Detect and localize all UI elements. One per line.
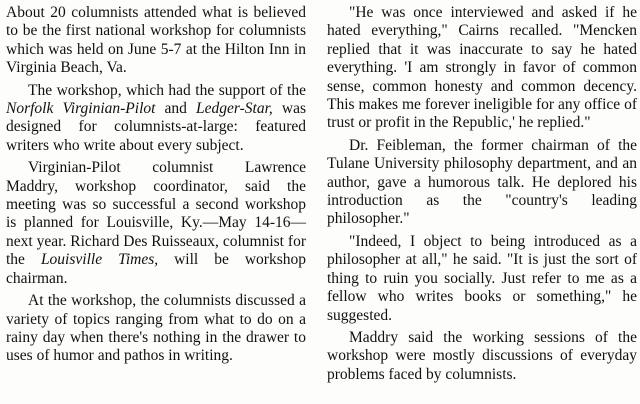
paragraph-mencken-quote: "He was once interviewed and asked if he hated everything," Cairns recalled. "Mencken replied that it was inaccurate to say he hated everything. 'I am strongly in favor of common sense, common honesty and common decency. This makes me forever ineligible for any office of trust or profit in the Republic,' he replied." bbox=[327, 4, 637, 132]
left-column bbox=[6, 4, 306, 370]
paragraph-philosopher-quote: "Indeed, I object to being introduced as a philosopher at all," he said. "It is just the sort of thing to ruin you socially. Just refer to me as a fellow who writes books or something," he suggested. bbox=[327, 232, 637, 324]
paragraph-feibleman: Dr. Feibleman, the former chairman of the Tulane University philosophy department, and an author, gave a humorous talk. He deplored his introduction as the "country's leading philosopher." bbox=[327, 136, 637, 228]
text-run: will be workshop chairman. bbox=[6, 251, 306, 287]
paragraph-workshop-support bbox=[6, 82, 306, 156]
publication-name-ledger-star: Ledger-Star, bbox=[196, 100, 273, 118]
text-run: and bbox=[155, 100, 197, 118]
paragraph-topics: At the workshop, the columnists discussed a variety of topics ranging from what to do on a rainy day when there's nothing in the drawer to uses of humor and pathos in writing. bbox=[6, 292, 306, 365]
publication-name-virginian-pilot: Norfolk Virginian-Pilot bbox=[6, 100, 156, 118]
text-run: was designed for columnists-at-large: featured writers who write about every subject. bbox=[6, 100, 306, 154]
publication-name-louisville-times: Louisville Times, bbox=[40, 251, 159, 269]
paragraph-next-workshop bbox=[6, 159, 306, 288]
text-run: The workshop, which had the support of the bbox=[28, 81, 306, 99]
text-run: Virginian-Pilot columnist Lawrence Maddry, workshop coordinator, said the meeting was so successful a second workshop is planned for Louisville, Ky.—May 14-16—next year. Richard Des Ruisseaux, columnist for the bbox=[6, 159, 306, 269]
column-gutter bbox=[314, 0, 315, 404]
paragraph-working-sessions: Maddry said the working sessions of the workshop were mostly discussions of everyday problems faced by columnists. bbox=[327, 328, 637, 383]
right-column bbox=[327, 4, 637, 388]
paragraph-workshop-intro: About 20 columnists attended what is believed to be the first national workshop for columnists which was held on June 5-7 at the Hilton Inn in Virginia Beach, Va. bbox=[6, 4, 306, 77]
